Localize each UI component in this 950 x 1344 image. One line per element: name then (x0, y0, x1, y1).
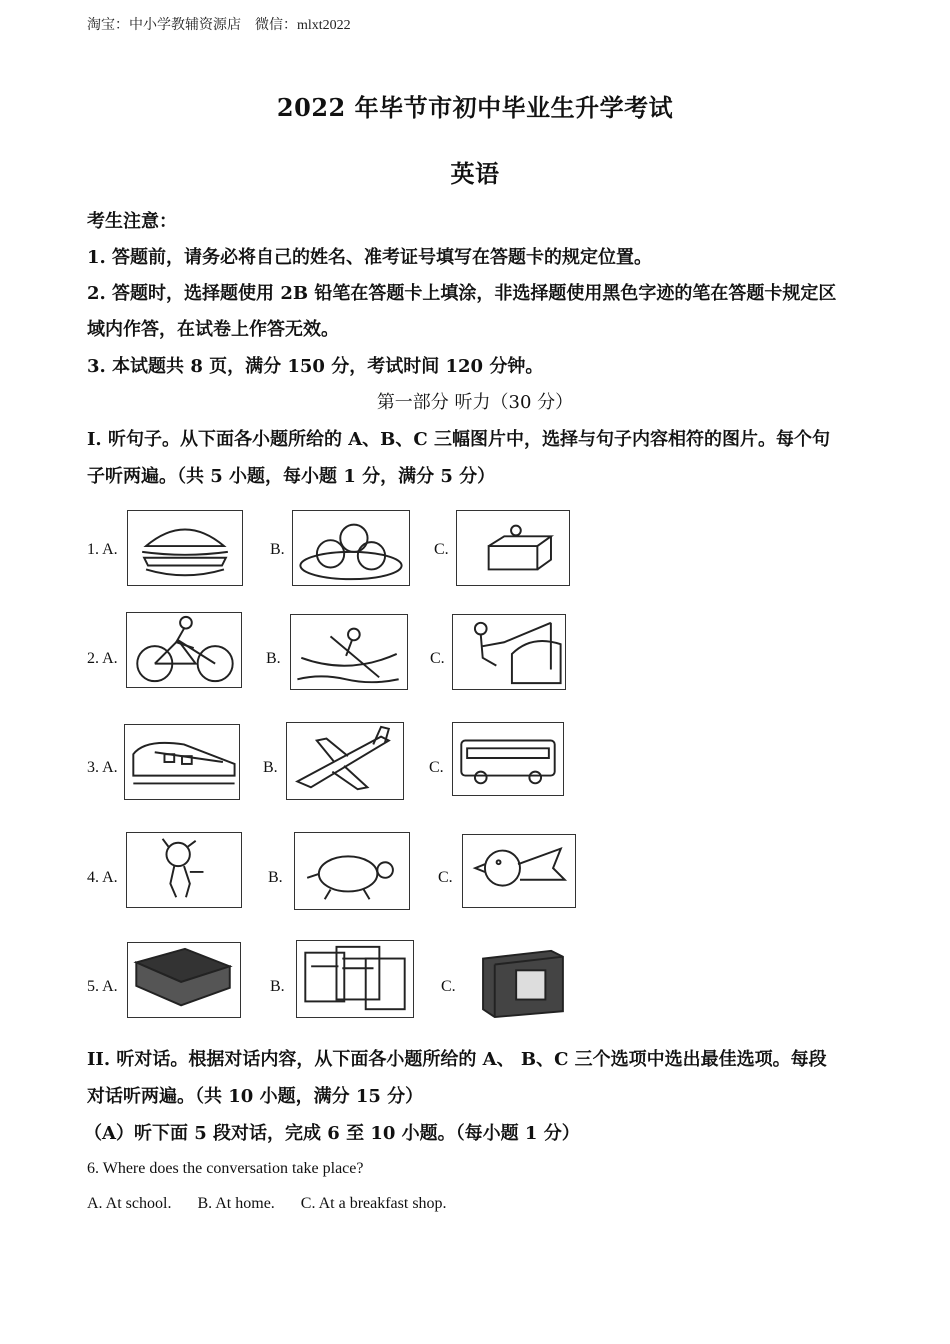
q3-b-label: B. (263, 759, 278, 776)
q6-options (87, 1195, 469, 1213)
q2-b-label: B. (266, 650, 281, 667)
q5-b-label: B. (270, 978, 285, 995)
q3-label: 3. A. (87, 759, 118, 776)
q1-label: 1. A. (87, 541, 118, 558)
q4-c-label: C. (438, 869, 453, 886)
header-watermark: 淘宝：中小学教辅资源店 微信：mlxt2022 (87, 18, 351, 33)
notice-item-2-cont: 域内作答，在试卷上作答无效。 (87, 319, 339, 340)
q2-c-label: C. (430, 650, 445, 667)
q6-option-c[interactable]: C. At a breakfast shop. (300, 1195, 447, 1212)
q4-label: 4. A. (87, 869, 118, 886)
cycling-picture[interactable] (126, 612, 242, 688)
bus-picture[interactable] (452, 722, 564, 796)
q3-c-label: C. (429, 759, 444, 776)
q6-option-a[interactable]: A. At school. (87, 1195, 172, 1212)
q2-label: 2. A. (87, 650, 118, 667)
dictionary-picture[interactable] (127, 942, 241, 1018)
rowing-picture[interactable] (290, 614, 408, 690)
steamed-buns-picture[interactable] (292, 510, 410, 586)
exam-title: 2022 年毕节市初中毕业生升学考试 (276, 93, 674, 122)
section2-instruction-1: II. 听对话。根据对话内容，从下面各小题所给的 A、 B、C 三个选项中选出最佳选项。每段 (87, 1049, 827, 1070)
q4-b-label: B. (268, 869, 283, 886)
section1-instruction-1: I. 听句子。从下面各小题所给的 A、B、C 三幅图片中，选择与句子内容相符的图片。每个句 (87, 429, 830, 450)
cake-picture[interactable] (456, 510, 570, 586)
fishing-picture[interactable] (452, 614, 566, 690)
notice-item-1: 1. 答题前，请务必将自己的姓名、准考证号填写在答题卡的规定位置。 (87, 247, 653, 268)
section2-instruction-2: 对话听两遍。（共 10 小题，满分 15 分） (87, 1086, 424, 1107)
plane-picture[interactable] (286, 722, 404, 800)
q1-c-label: C. (434, 541, 449, 558)
train-picture[interactable] (124, 724, 240, 800)
section1-instruction-2: 子听两遍。（共 5 小题，每小题 1 分，满分 5 分） (87, 466, 496, 487)
magazines-picture[interactable] (296, 940, 414, 1018)
q1-b-label: B. (270, 541, 285, 558)
notice-item-3: 3. 本试题共 8 页，满分 150 分，考试时间 120 分钟。 (87, 356, 544, 377)
notice-heading: 考生注意： (87, 211, 177, 232)
dog-picture[interactable] (126, 832, 242, 908)
q6-stem: 6. Where does the conversation take place? (87, 1160, 364, 1177)
q5-label: 5. A. (87, 978, 118, 995)
bird-picture[interactable] (462, 834, 576, 908)
hamburger-picture[interactable] (127, 510, 243, 586)
notice-item-2: 2. 答题时，选择题使用 2B 铅笔在答题卡上填涂，非选择题使用黑色字迹的笔在答题卡规定区 (87, 283, 837, 304)
part1-heading: 第一部分 听力（30 分） (376, 392, 574, 413)
q6-option-b[interactable]: B. At home. (197, 1195, 275, 1212)
book-picture[interactable] (466, 944, 578, 1020)
section2-sub-a: （A）听下面 5 段对话，完成 6 至 10 小题。（每小题 1 分） (84, 1123, 580, 1144)
turtle-picture[interactable] (294, 832, 410, 910)
subject-title: 英语 (450, 159, 500, 188)
q5-c-label: C. (441, 978, 456, 995)
